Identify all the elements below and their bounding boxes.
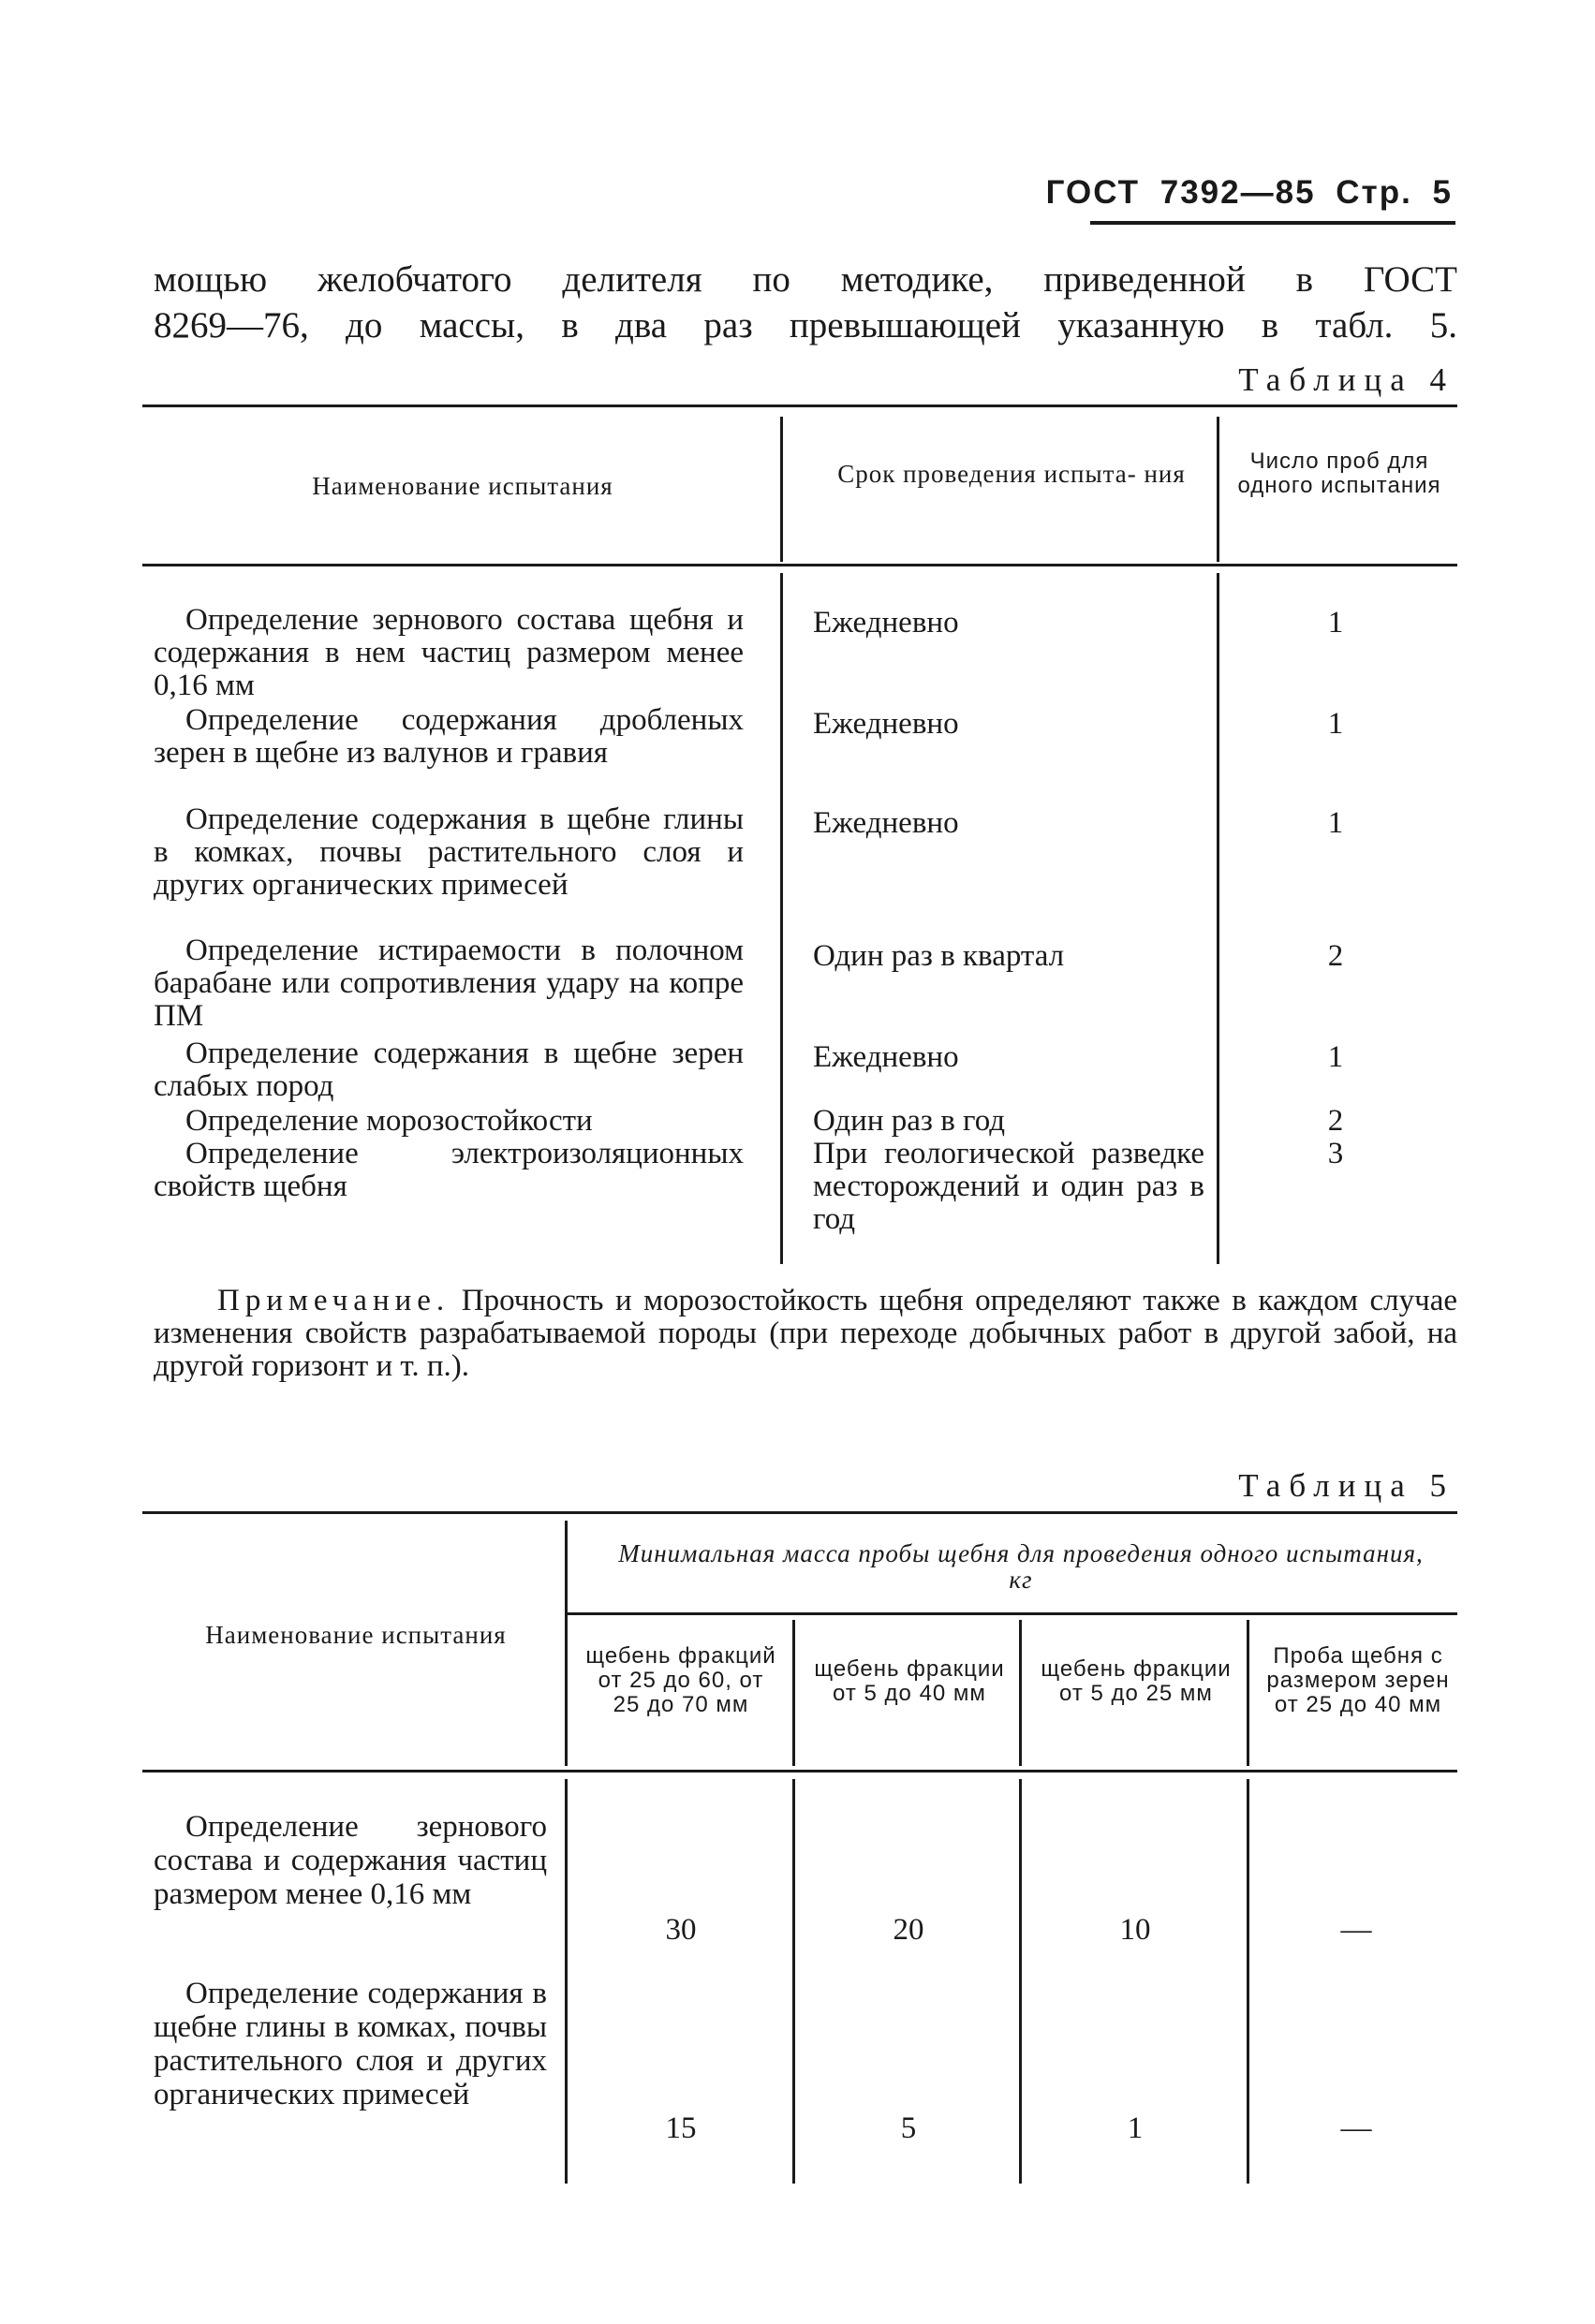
table5-subheader: щебень фракции от 5 до 25 мм — [1041, 1656, 1232, 1706]
table5-divider — [1019, 1620, 1022, 1766]
table4-row-name: Определение содержания в щебне глины в комках, почвы растительного слоя и других органических примесей — [154, 802, 744, 902]
table4-row-count: 2 — [1327, 1104, 1344, 1138]
table5-header-group: Минимальная масса пробы щебня для проведения одного испытания, кг — [618, 1539, 1424, 1594]
table4-row-count: 1 — [1327, 806, 1344, 840]
table5-value: 5 — [900, 2111, 917, 2145]
table5-divider — [792, 1779, 795, 2184]
table5-divider — [565, 1779, 568, 2184]
table5-top-rule — [142, 1511, 1457, 1514]
table4-top-rule — [142, 404, 1457, 407]
table4-row-name: Определение истираемости в полочном барабане или сопротивления удару на копре ПМ — [154, 934, 744, 1033]
table5-divider — [1019, 1779, 1022, 2184]
table5-row-name: Определение содержания в щебне глины в комках, почвы растительного слоя и других органических примесей — [154, 1977, 547, 2111]
table4-row-term: Один раз в квартал — [813, 939, 1065, 973]
table4-header-term: Срок проведения испыта- ния — [837, 460, 1186, 488]
page-number: Стр. 5 — [1336, 174, 1453, 211]
table5-divider — [565, 1521, 568, 1766]
table5-value: 10 — [1119, 1913, 1151, 1947]
header-rule — [1090, 221, 1455, 225]
table4-row-term: Ежедневно — [813, 606, 959, 640]
table5-divider — [1247, 1779, 1249, 2184]
table4-header-count: Число проб для одного испытания — [1237, 449, 1441, 498]
table4-row-count: 2 — [1327, 939, 1344, 973]
table5-value: 1 — [1127, 2111, 1144, 2145]
table4-row-count: 1 — [1327, 606, 1344, 640]
table4-row-term: Ежедневно — [813, 1040, 959, 1074]
table4-row-name: Определение зернового состава щебня и содержания в нем частиц размером менее 0,16 мм — [154, 603, 744, 702]
table4-row-count: 3 — [1327, 1137, 1344, 1170]
table4-row-term: Ежедневно — [813, 707, 959, 741]
table5-value: 15 — [665, 2111, 697, 2145]
table4-row-term: Ежедневно — [813, 806, 959, 840]
table5-subheader: щебень фракций от 25 до 60, от 25 до 70 мм — [585, 1643, 776, 1717]
table5-subheader: щебень фракции от 5 до 40 мм — [814, 1656, 1005, 1706]
table4-row-term: Один раз в год — [813, 1104, 1006, 1138]
table4-note — [154, 1285, 1457, 1383]
table5-value: 20 — [893, 1913, 924, 1947]
intro-line-2: 8269—76, до массы, в два раз превышающей указанную в табл. 5. — [154, 305, 1457, 346]
table4-divider — [1217, 417, 1219, 562]
intro-line-1: мощью желобчатого делителя по методике, приведенной в ГОСТ — [154, 259, 1457, 300]
table4-divider — [780, 417, 783, 562]
note-text: Прочность и морозостойкость щебня определяют также в каждом случае изменения свойств разрабатываемой породы (при переходе добычных работ в другой забой, на другой горизонт и т. п.). — [154, 1284, 1458, 1383]
table5-value: 30 — [665, 1913, 697, 1947]
standard-number: ГОСТ 7392—85 — [1045, 174, 1316, 211]
table5-row-name: Определение зернового состава и содержания частиц размером менее 0,16 мм — [154, 1810, 547, 1911]
table4-row-count: 1 — [1327, 707, 1344, 741]
table5-value: — — [1340, 2111, 1372, 2145]
table5-header-name: Наименование испытания — [205, 1621, 507, 1649]
table5-header-rule — [142, 1770, 1457, 1772]
table5-subheader: Проба щебня с размером зерен от 25 до 40 мм — [1266, 1643, 1450, 1717]
table4-row-name: Определение содержания дробленых зерен в щебне из валунов и гравия — [154, 703, 744, 770]
table5-divider — [1247, 1620, 1249, 1766]
table5-divider — [792, 1620, 795, 1766]
note-label: Примечание. — [217, 1284, 450, 1317]
table4-row-name: Определение морозостойкости — [185, 1104, 593, 1138]
table5-value: — — [1340, 1913, 1372, 1947]
table4-divider — [780, 573, 783, 1264]
table4-row-term: При геологической разведке месторождений и один раз в год — [813, 1137, 1204, 1236]
table4-caption: Таблица 4 — [1238, 361, 1455, 398]
table5-caption: Таблица 5 — [1238, 1467, 1455, 1504]
table4-header-name: Наименование испытания — [312, 472, 613, 500]
table4-row-count: 1 — [1327, 1040, 1344, 1074]
table5-group-rule — [568, 1612, 1457, 1615]
table4-row-name: Определение содержания в щебне зерен слабых пород — [154, 1037, 744, 1103]
running-header — [1046, 174, 1453, 212]
table4-header-rule — [142, 564, 1457, 566]
table4-row-name: Определение электроизоляционных свойств щебня — [154, 1137, 744, 1203]
